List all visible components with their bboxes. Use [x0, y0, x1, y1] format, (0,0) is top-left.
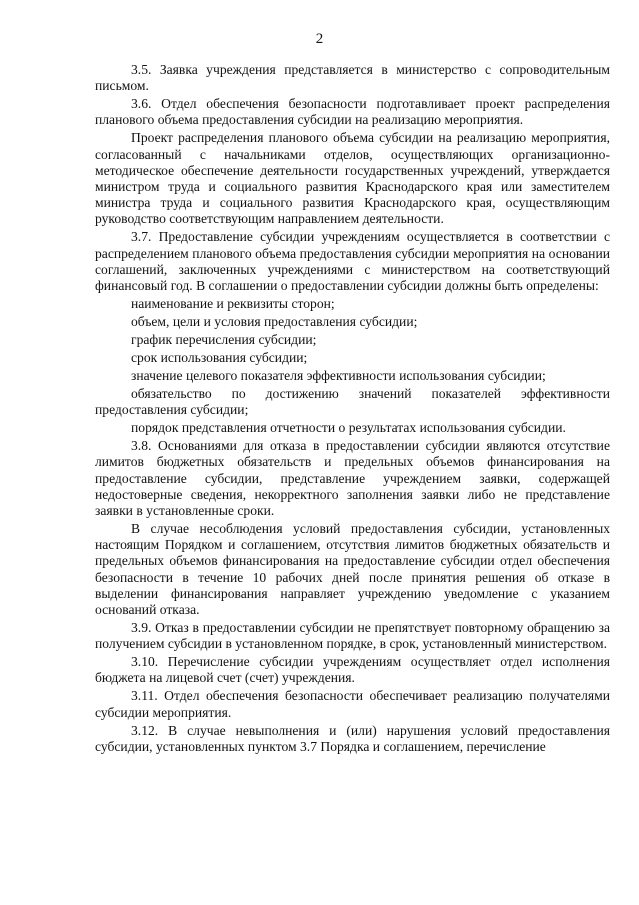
- list-item: наименование и реквизиты сторон;: [131, 296, 335, 312]
- paragraph-3-7: 3.7. Предоставление субсидии учреждениям осуществляется в соответствии с распределением планового объема предоставления субсидии мероприятия на основании соглашений, заключенных учреждениями с министерством на соответствующий финансовый год. В соглашении о предоставлении субсидии должны быть определены:: [95, 229, 610, 294]
- list-item: объем, цели и условия предоставления субсидии;: [131, 314, 418, 330]
- paragraph-3-5: 3.5. Заявка учреждения представляется в министерство с сопроводительным письмом.: [95, 62, 610, 94]
- paragraph-3-10: 3.10. Перечисление субсидии учреждениям осуществляет отдел исполнения бюджета на лицевой счет (счет) учреждения.: [95, 654, 610, 686]
- list-item: срок использования субсидии;: [131, 350, 308, 366]
- list-item: значение целевого показателя эффективности использования субсидии;: [131, 368, 546, 384]
- page-number: 2: [315, 31, 324, 47]
- paragraph-3-8-refusal: В случае несоблюдения условий предоставления субсидии, установленных настоящим Порядком и соглашением, отсутствия лимитов бюджетных обязательств и предельных объемов финансирования на предоставление субсидии отдел обеспечения безопасности в течение 10 рабочих дней после принятия решения об отказе в выделении финансирования направляет учреждению уведомление с указанием оснований отказа.: [95, 521, 610, 618]
- paragraph-3-6: 3.6. Отдел обеспечения безопасности подготавливает проект распределения планового объема предоставления субсидии на реализацию мероприятия.: [95, 96, 610, 128]
- paragraph-3-11: 3.11. Отдел обеспечения безопасности обеспечивает реализацию получателями субсидии мероприятия.: [95, 688, 610, 720]
- list-item: порядок представления отчетности о результатах использования субсидии.: [131, 420, 566, 436]
- paragraph-3-8: 3.8. Основаниями для отказа в предоставлении субсидии являются отсутствие лимитов бюджетных обязательств и предельных объемов финансирования на предоставление субсидии, представление учреждением заявки, содержащей недостоверные сведения, некорректного заполнения заявки либо не представление заявки в установленные сроки.: [95, 438, 610, 519]
- list-item: обязательство по достижению значений показателей эффективности предоставления субсидии;: [95, 386, 610, 418]
- paragraph-3-12: 3.12. В случае невыполнения и (или) нарушения условий предоставления субсидии, установленных пунктом 3.7 Порядка и соглашением, перечисление: [95, 722, 610, 754]
- list-item: график перечисления субсидии;: [131, 332, 317, 348]
- paragraph-3-6-project: Проект распределения планового объема субсидии на реализацию мероприятия, согласованный с начальниками отделов, осуществляющих организационно-методическое обеспечение деятельности государственных учреждений, утверждается министром труда и социального развития Краснодарского края или заместителем министра труда и социального развития Краснодарского края, осуществляющим руководство соответствующим направлением деятельности.: [95, 130, 610, 227]
- paragraph-3-9: 3.9. Отказ в предоставлении субсидии не препятствует повторному обращению за получением субсидии в установленном порядке, в срок, установленный министерством.: [95, 620, 610, 652]
- document-body: [95, 62, 610, 757]
- agreement-items-list: [95, 296, 610, 436]
